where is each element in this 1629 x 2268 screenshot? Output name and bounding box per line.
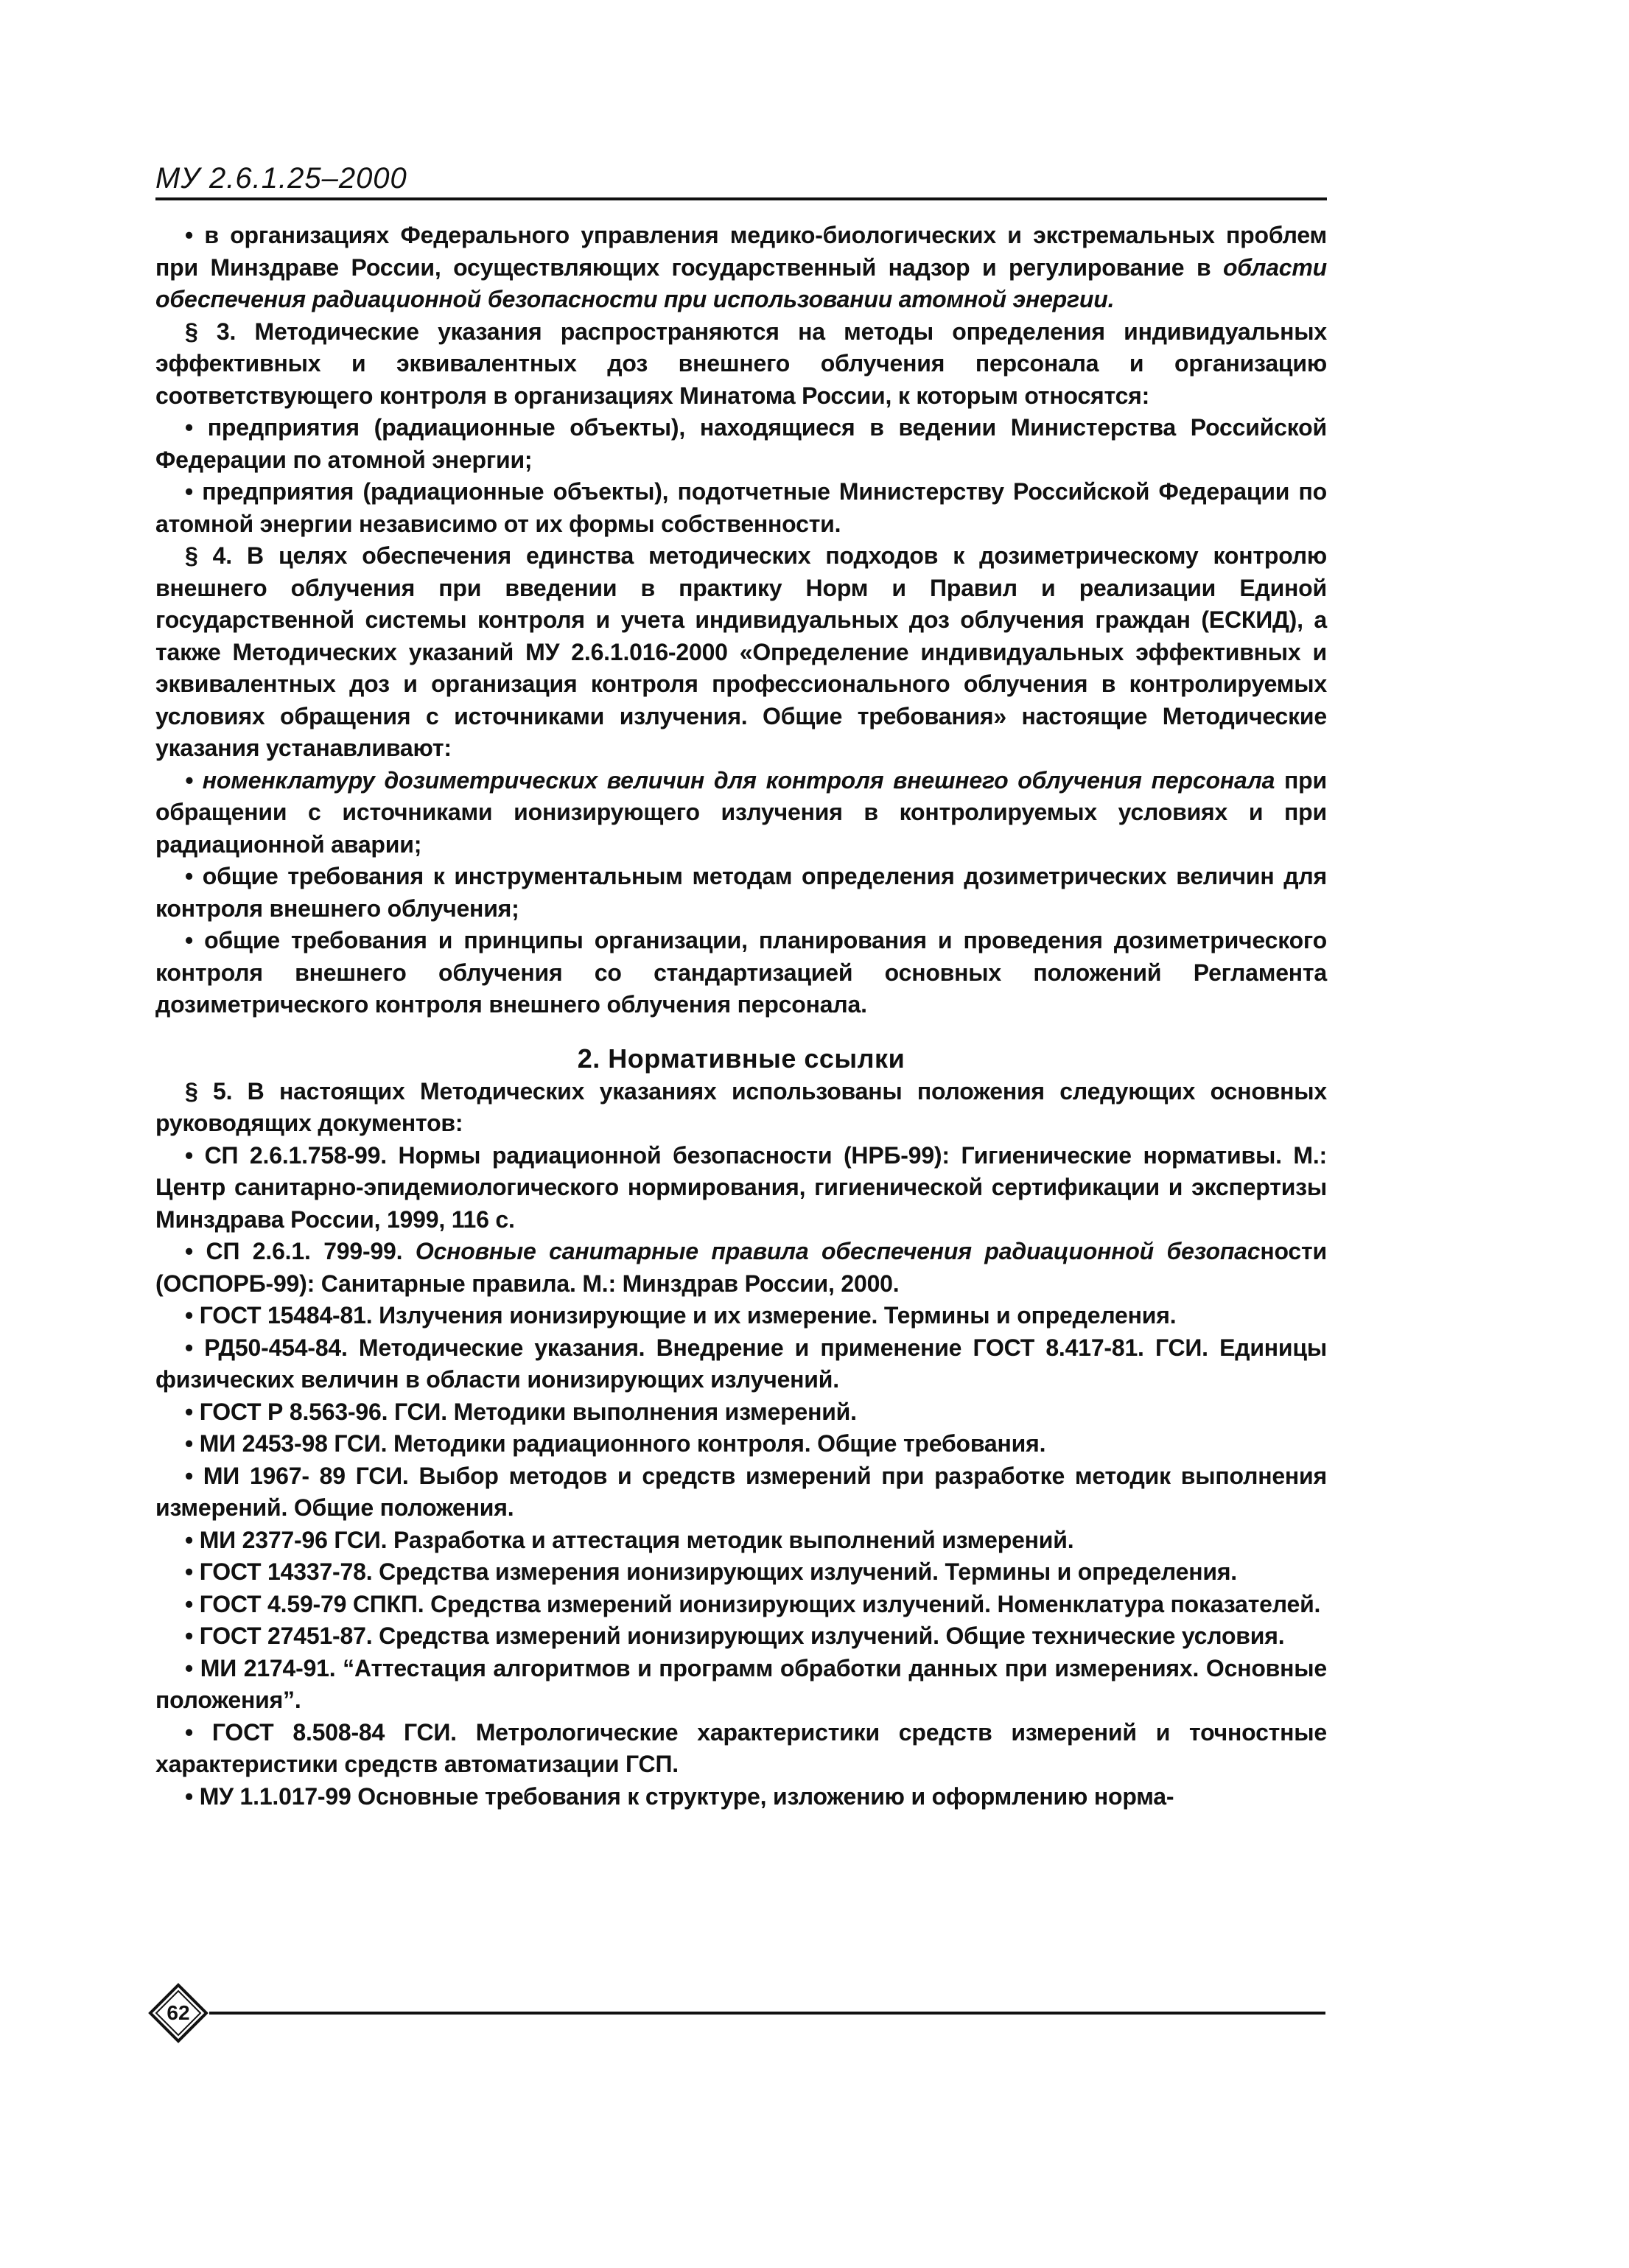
paragraph xyxy=(155,540,1327,765)
text-segment: • МИ 2377-96 ГСИ. Разработка и аттестация методик выполнений измерений. xyxy=(185,1526,1074,1553)
text-segment: • МИ 1967- 89 ГСИ. Выбор методов и средств измерений при разработке методик выполнения измерений. Общие положения. xyxy=(155,1462,1327,1521)
text-segment: • ГОСТ 8.508-84 ГСИ. Метрологические характеристики средств измерений и точностные характеристики средств автоматизации ГСП. xyxy=(155,1718,1327,1777)
document-code: МУ 2.6.1.25–2000 xyxy=(155,162,407,195)
paragraph xyxy=(155,765,1327,861)
page-number: 62 xyxy=(167,2001,190,2024)
text-segment: Основные санитарные правила обеспечения радиационной безопас xyxy=(415,1238,1261,1264)
paragraph xyxy=(155,1428,1327,1460)
text-segment: • СП 2.6.1. 799-99. xyxy=(185,1238,416,1264)
text-segment: • МИ 2453-98 ГСИ. Методики радиационного контроля. Общие требования. xyxy=(185,1430,1046,1457)
paragraph xyxy=(155,1589,1327,1621)
text-segment: • ГОСТ 27451-87. Средства измерений ионизирующих излучений. Общие технические условия. xyxy=(185,1623,1285,1649)
text-segment: § 4. В целях обеспечения единства методических подходов к дозиметрическому контролю внешнего облучения при введении в практику Норм и Правил и реализации Единой государственной системы контроля и учета индивидуальных доз облучения граждан (ЕСКИД), а также Методических указаний МУ 2.6.1.016-2000 «Определение индивидуальных эффективных и эквивалентных доз и организация контроля профессионального облучения в контролируемых условиях обращения с источниками излучения. Общие требования» настоящие Методические указания устанавливают: xyxy=(155,542,1327,761)
paragraph xyxy=(155,1556,1327,1589)
page-footer xyxy=(147,1982,1334,2048)
paragraph xyxy=(155,1076,1327,1140)
text-segment: § 3. Методические указания распространяются на методы определения индивидуальных эффективных и эквивалентных доз внешнего облучения персонала и организацию соответствующего контроля в организациях Минатома России, к которым относятся: xyxy=(155,318,1327,409)
text-segment: • МИ 2174-91. “Аттестация алгоритмов и программ обработки данных при измерениях. Основные положения”. xyxy=(155,1654,1327,1713)
paragraph xyxy=(155,1525,1327,1557)
paragraph xyxy=(155,412,1327,476)
text-segment: при обращении с источниками ионизирующего излучения в контролируемых условиях и при радиационной аварии; xyxy=(155,766,1327,858)
paragraph xyxy=(155,1653,1327,1717)
text-segment: • МУ 1.1.017-99 Основные требования к структуре, изложению и оформлению норма- xyxy=(185,1782,1174,1810)
paragraph xyxy=(155,476,1327,540)
paragraph xyxy=(155,1460,1327,1525)
paragraph xyxy=(155,925,1327,1021)
text-segment: § 5. В настоящих Методических указаниях использованы положения следующих основных руководящих документов: xyxy=(155,1077,1327,1136)
text-segment: • номенклатуру дозиметрических величин для контроля внешнего облучения персонала xyxy=(185,766,1275,794)
paragraph xyxy=(155,316,1327,413)
paragraph xyxy=(155,1332,1327,1396)
text-segment: области обеспечения радиационной безопасности при использовании атомной энергии. xyxy=(155,253,1327,312)
paragraph xyxy=(155,220,1327,316)
text-segment: • СП 2.6.1.758-99. Нормы радиационной безопасности (НРБ-99): Гигиенические нормативы. М.: Центр санитарно-эпидемиологического нормирования, гигиенической сертификации и экспертизы Минздрава России, 1999, 116 с. xyxy=(155,1141,1327,1233)
text-segment: • ГОСТ 4.59-79 СПКП. Средства измерений ионизирующих излучений. Номенклатура показателей. xyxy=(185,1590,1321,1617)
page-content xyxy=(155,220,1327,1813)
paragraph xyxy=(155,861,1327,925)
page-header xyxy=(155,161,1327,200)
text-segment: • РД50-454-84. Методические указания. Внедрение и применение ГОСТ 8.417-81. ГСИ. Единицы физических величин в области ионизирующих излучений. xyxy=(155,1334,1327,1393)
footer-rule xyxy=(209,2012,1325,2015)
section-1-body xyxy=(155,220,1327,1021)
section-2-body xyxy=(155,1076,1327,1813)
paragraph xyxy=(155,1781,1327,1813)
section-title: 2. Нормативные ссылки xyxy=(577,1043,905,1074)
paragraph xyxy=(155,1396,1327,1429)
text-segment: • ГОСТ 14337-78. Средства измерения ионизирующих излучений. Термины и определения. xyxy=(185,1558,1237,1585)
paragraph xyxy=(155,1300,1327,1332)
text-segment: • общие требования и принципы организации, планирования и проведения дозиметрического контроля внешнего облучения со стандартизацией основных положений Регламента дозиметрического контроля внешнего облучения персонала. xyxy=(155,927,1327,1018)
text-segment: • предприятия (радиационные объекты), находящиеся в ведении Министерства Российской Федерации по атомной энергии; xyxy=(155,414,1327,473)
text-segment: • в организациях Федерального управления медико-биологических и экстремальных проблем при Минздраве России, осуществляющих государственный надзор и регулирование в xyxy=(155,222,1327,281)
text-segment: ности (ОСПОРБ-99): Санитарные правила. М.: Минздрав России, 2000. xyxy=(155,1238,1327,1297)
paragraph xyxy=(155,1717,1327,1781)
text-segment: • общие требования к инструментальным методам определения дозиметрических величин для контроля внешнего облучения; xyxy=(155,863,1327,922)
text-segment: • ГОСТ Р 8.563-96. ГСИ. Методики выполнения измерений. xyxy=(185,1398,857,1425)
paragraph xyxy=(155,1236,1327,1300)
text-segment: • ГОСТ 15484-81. Излучения ионизирующие и их измерение. Термины и определения. xyxy=(185,1302,1177,1329)
header-rule xyxy=(155,197,1327,200)
text-segment: • предприятия (радиационные объекты), подотчетные Министерству Российской Федерации по атомной энергии независимо от их формы собственности. xyxy=(155,478,1327,537)
paragraph xyxy=(155,1620,1327,1653)
paragraph xyxy=(155,1140,1327,1236)
